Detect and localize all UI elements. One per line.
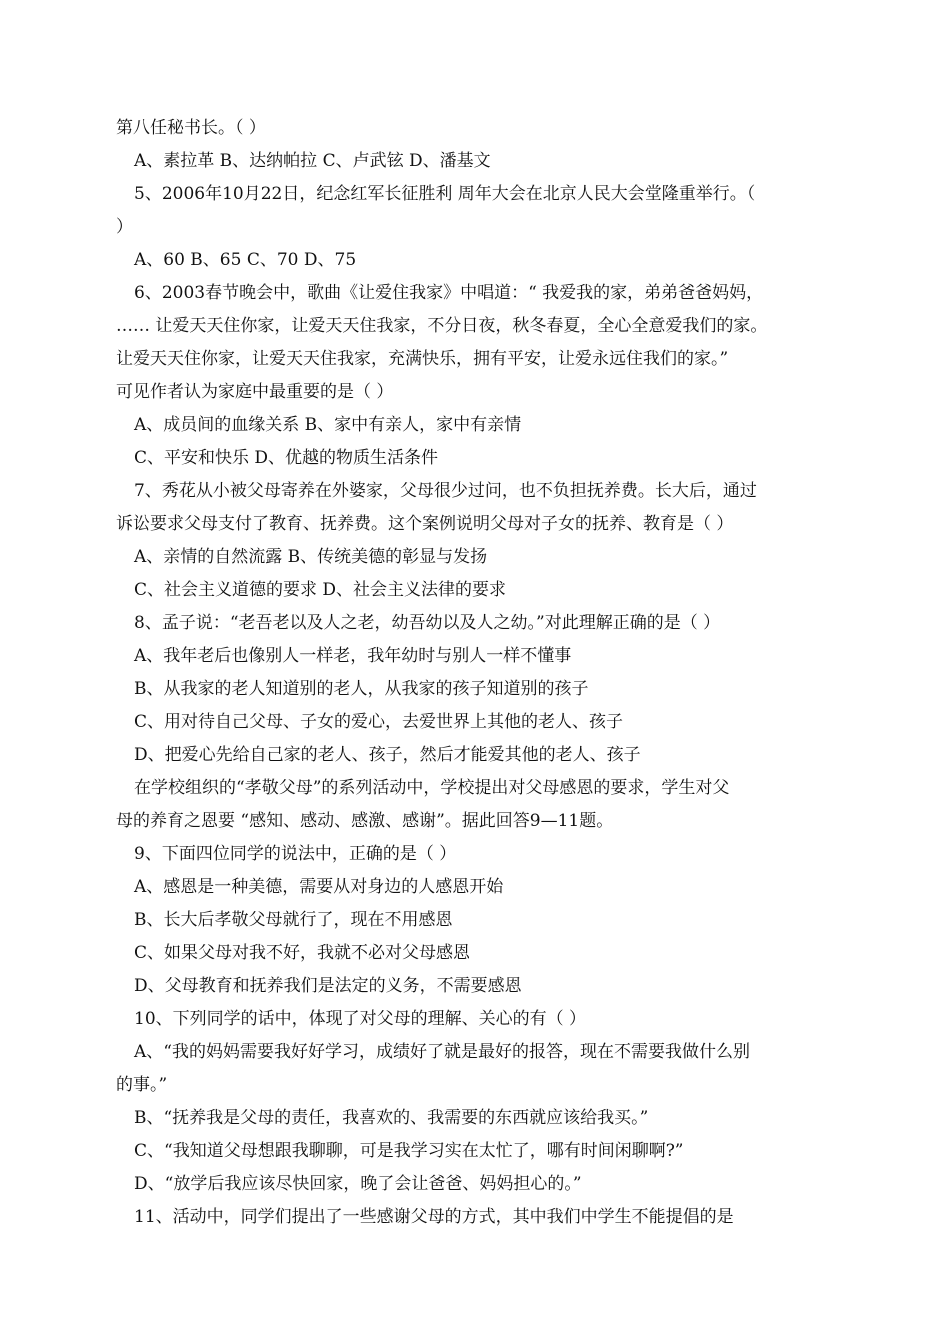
text-line: 让爱天天住你家，让爱天天住我家，充满快乐，拥有平安，让爱永远住我们的家。” <box>116 349 729 369</box>
text-line: 诉讼要求父母支付了教育、抚养费。这个案例说明父母对子女的抚养、教育是（ ） <box>116 514 734 534</box>
text-line: B、长大后孝敬父母就行了，现在不用感恩 <box>134 910 453 930</box>
text-line: C、平安和快乐 D、优越的物质生活条件 <box>134 448 439 468</box>
text-line: A、素拉革 B、达纳帕拉 C、卢武铉 D、潘基文 <box>134 151 491 171</box>
text-line: D、把爱心先给自己家的老人、孩子，然后才能爱其他的老人、孩子 <box>134 745 641 765</box>
text-line: A、我年老后也像别人一样老，我年幼时与别人一样不懂事 <box>134 646 572 666</box>
question-7: 7、秀花从小被父母寄养在外婆家，父母很少过问，也不负担抚养费。长大后，通过 <box>134 481 757 501</box>
text-line: 第八任秘书长。（ ） <box>116 118 266 138</box>
question-8: 8、孟子说：“老吾老以及人之老，幼吾幼以及人之幼。”对此理解正确的是（ ） <box>134 613 721 633</box>
question-11: 11、活动中，同学们提出了一些感谢父母的方式，其中我们中学生不能提倡的是 <box>134 1207 734 1227</box>
question-5: 5、2006年10月22日，纪念红军长征胜利 周年大会在北京人民大会堂隆重举行。（ <box>134 184 756 204</box>
text-line: C、如果父母对我不好，我就不必对父母感恩 <box>134 943 471 963</box>
text-line: D、父母教育和抚养我们是法定的义务，不需要感恩 <box>134 976 522 996</box>
question-10: 10、下列同学的话中，体现了对父母的理解、关心的有（ ） <box>134 1009 587 1029</box>
text-line: A、感恩是一种美德，需要从对身边的人感恩开始 <box>134 877 504 897</box>
text-line: 可见作者认为家庭中最重要的是（ ） <box>116 382 394 402</box>
text-line: A、“我的妈妈需要我好好学习，成绩好了就是最好的报答，现在不需要我做什么别 <box>134 1042 750 1062</box>
text-line: 母的养育之恩要 “感知、感动、感激、感谢”。据此回答9—11题。 <box>116 811 614 831</box>
text-line: 的事。” <box>116 1075 168 1095</box>
document-body <box>116 112 840 1234</box>
text-line: C、用对待自己父母、子女的爱心，去爱世界上其他的老人、孩子 <box>134 712 624 732</box>
text-line: C、“我知道父母想跟我聊聊，可是我学习实在太忙了，哪有时间闲聊啊?” <box>134 1141 684 1161</box>
text-line: C、社会主义道德的要求 D、社会主义法律的要求 <box>134 580 507 600</box>
text-line: D、“放学后我应该尽快回家，晚了会让爸爸、妈妈担心的。” <box>134 1174 582 1194</box>
text-line: A、成员间的血缘关系 B、家中有亲人，家中有亲情 <box>134 415 522 435</box>
passage-intro: 在学校组织的“孝敬父母”的系列活动中，学校提出对父母感恩的要求，学生对父 <box>134 778 730 798</box>
text-line: B、“抚养我是父母的责任，我喜欢的、我需要的东西就应该给我买。” <box>134 1108 649 1128</box>
question-6: 6、2003春节晚会中，歌曲《让爱住我家》中唱道：“ 我爱我的家，弟弟爸爸妈妈， <box>134 283 764 303</box>
text-line: B、从我家的老人知道别的老人，从我家的孩子知道别的孩子 <box>134 679 589 699</box>
text-line: …… 让爱天天住你家，让爱天天住我家，不分日夜，秋冬春夏，全心全意爱我们的家。 <box>116 316 768 336</box>
text-line: ） <box>116 217 133 237</box>
question-9: 9、下面四位同学的说法中，正确的是（ ） <box>134 844 457 864</box>
text-line: A、亲情的自然流露 B、传统美德的彰显与发扬 <box>134 547 488 567</box>
text-line: A、60 B、65 C、70 D、75 <box>134 250 357 270</box>
